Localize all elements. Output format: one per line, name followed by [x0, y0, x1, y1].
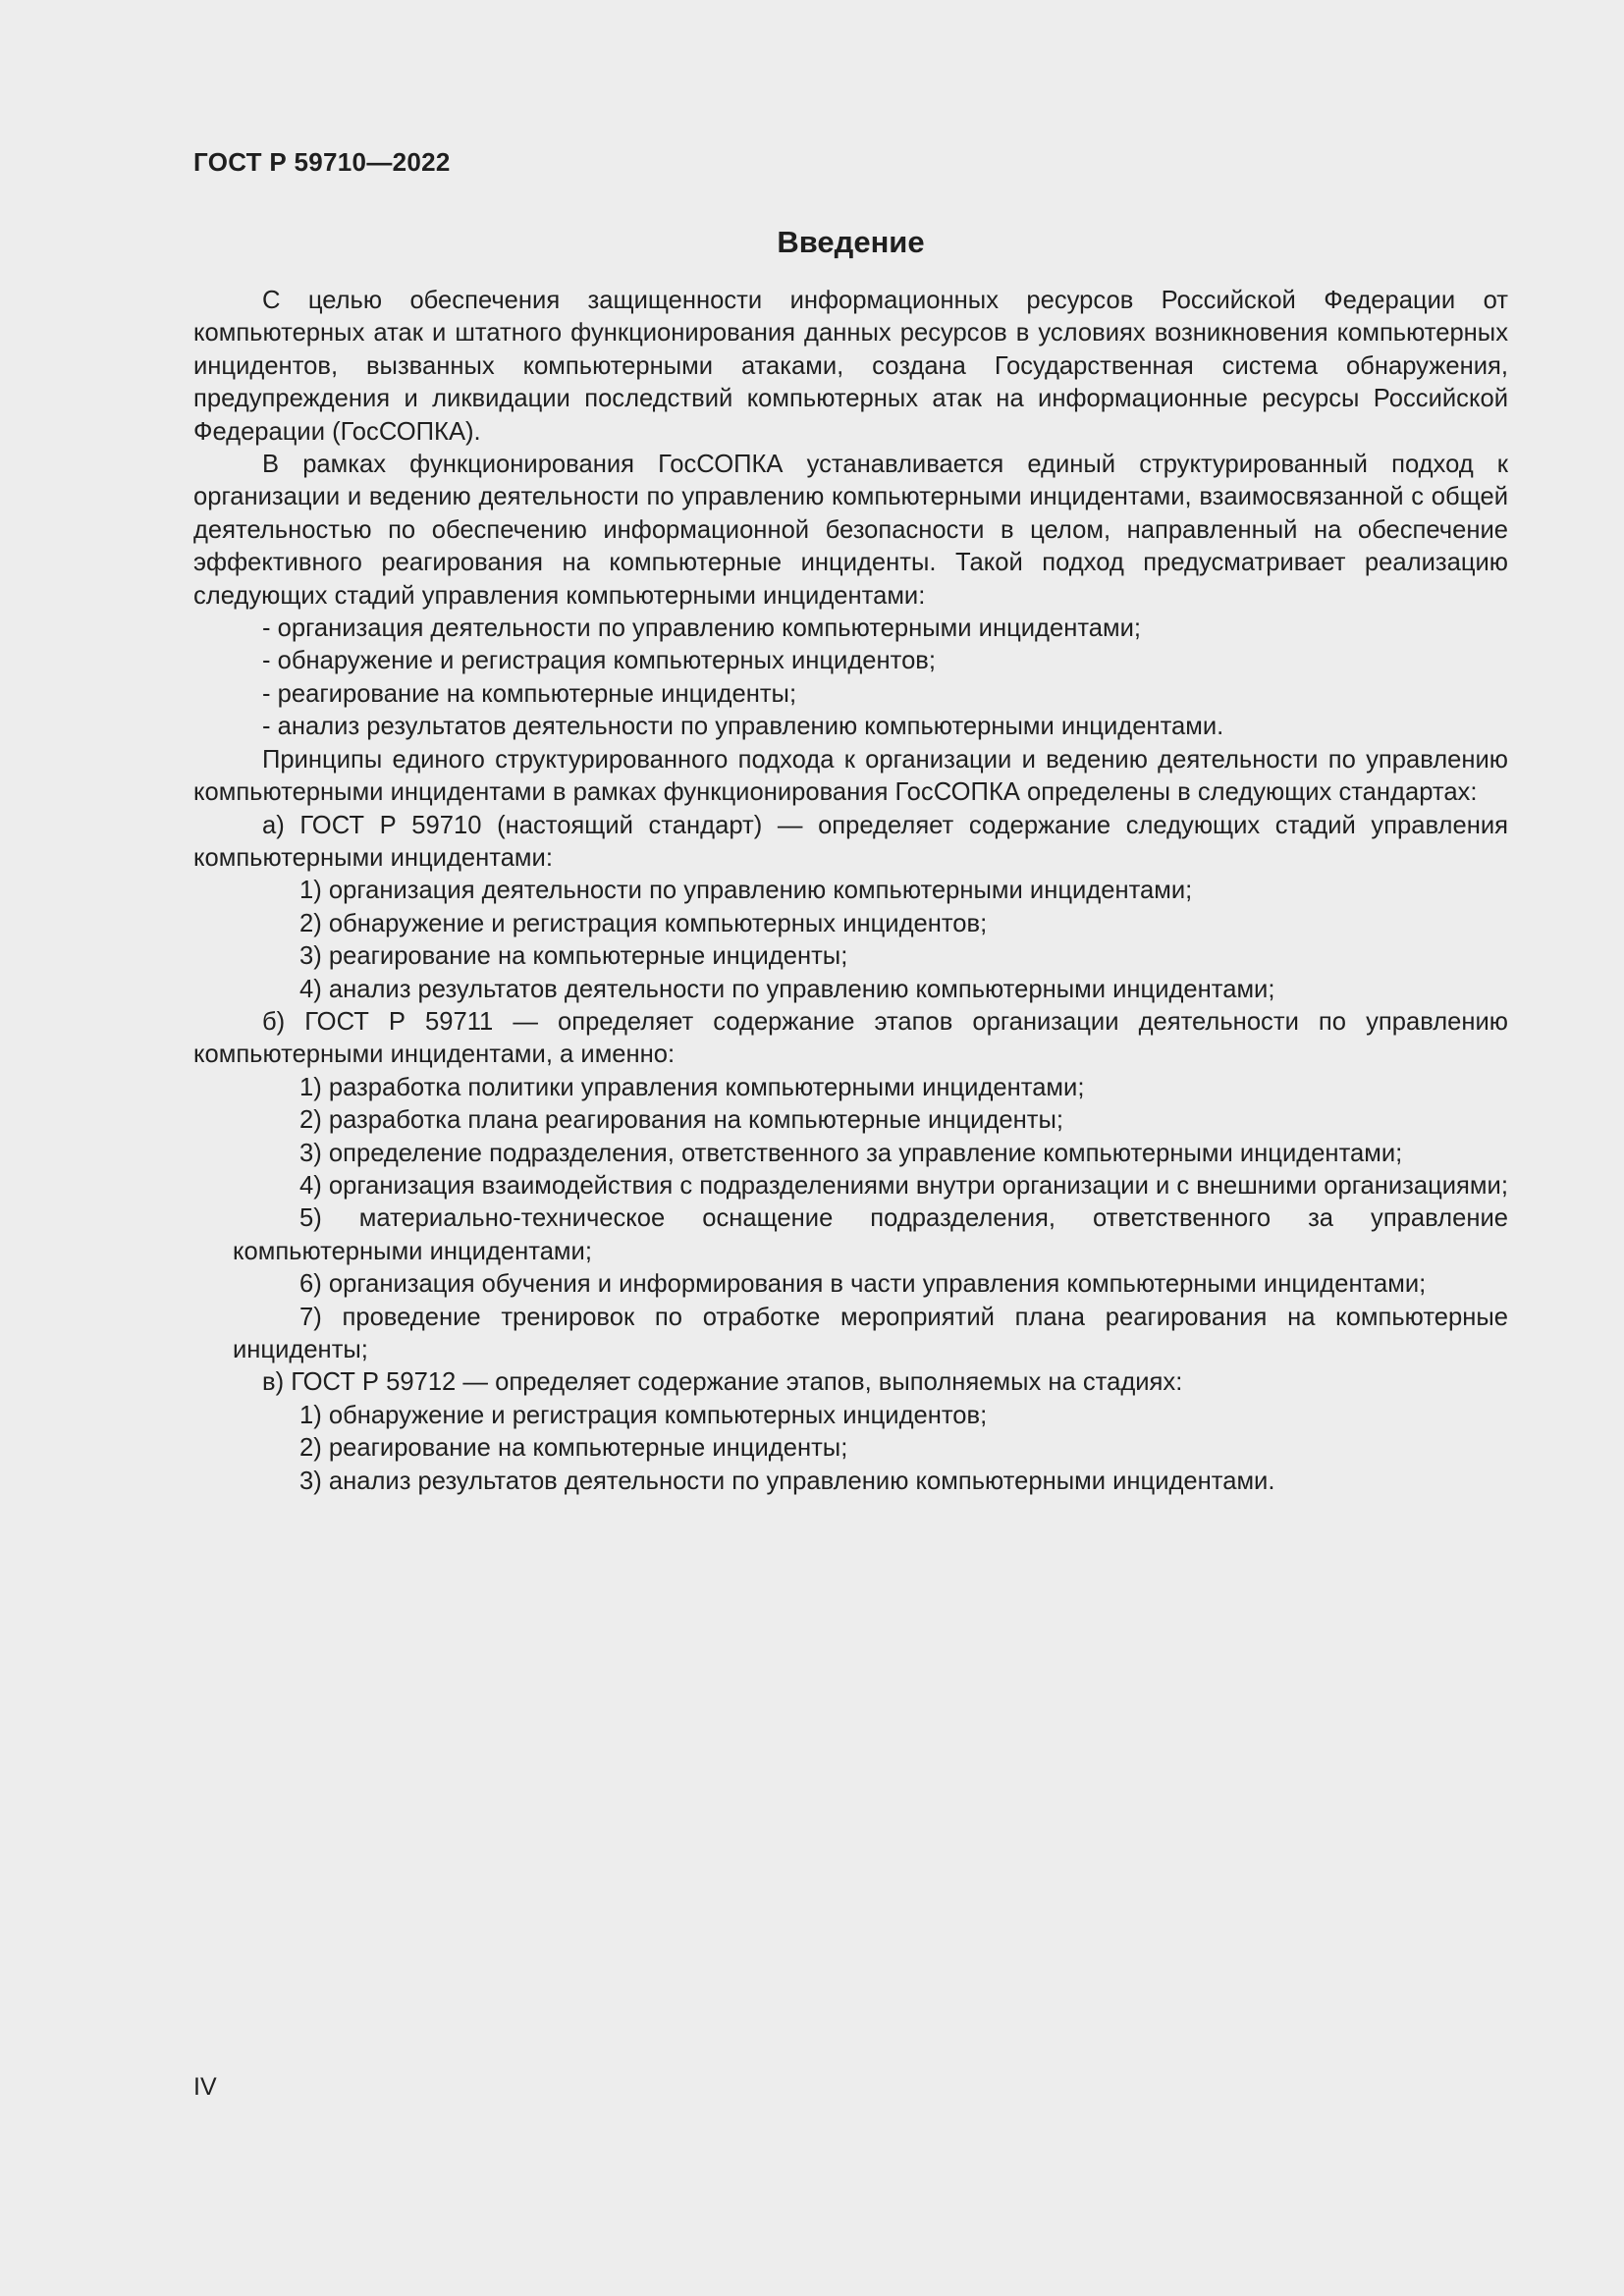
- paragraph: С целью обеспечения защищенности информационных ресурсов Российской Федерации от компьютерных атак и штатного функционирования данных ресурсов в условиях возникновения компьютерных инцидентов, вызванных компьютерными атаками, создана Государственная система обнаружения, предупреждения и ликвидации последствий компьютерных атак на информационные ресурсы Российской Федерации (ГосСОПКА).: [193, 287, 1508, 446]
- list-item: а) ГОСТ Р 59710 (настоящий стандарт) — определяет содержание следующих стадий управления компьютерными инцидентами:: [193, 811, 1508, 872]
- list-item: 6) организация обучения и информирования в части управления компьютерными инцидентами;: [299, 1270, 1427, 1299]
- list-item: 1) разработка политики управления компьютерными инцидентами;: [299, 1073, 1085, 1101]
- list-item: 3) определение подразделения, ответственного за управление компьютерными инцидентами;: [299, 1139, 1403, 1167]
- list-item: - реагирование на компьютерные инциденты;: [262, 679, 797, 708]
- list-item: 3) анализ результатов деятельности по управлению компьютерными инцидентами.: [299, 1467, 1275, 1495]
- list-item: - организация деятельности по управлению компьютерными инцидентами;: [262, 614, 1142, 643]
- list-item: в) ГОСТ Р 59712 — определяет содержание этапов, выполняемых на стадиях:: [262, 1368, 1183, 1397]
- list-item: б) ГОСТ Р 59711 — определяет содержание этапов организации деятельности по управлению компьютерными инцидентами, а именно:: [193, 1007, 1508, 1069]
- list-item: 3) реагирование на компьютерные инциденты;: [299, 942, 848, 971]
- document-header: ГОСТ Р 59710—2022: [193, 147, 451, 177]
- list-item: 4) организация взаимодействия с подразделениями внутри организации и с внешними организациями;: [299, 1171, 1508, 1200]
- list-item: 1) организация деятельности по управлению компьютерными инцидентами;: [299, 877, 1193, 905]
- paragraph: Принципы единого структурированного подхода к организации и ведению деятельности по управлению компьютерными инцидентами в рамках функционирования ГосСОПКА определены в следующих стандартах:: [193, 745, 1508, 807]
- document-body: [193, 285, 1508, 1498]
- list-item: - анализ результатов деятельности по управлению компьютерными инцидентами.: [262, 713, 1224, 741]
- list-item: 2) обнаружение и регистрация компьютерных инцидентов;: [299, 909, 988, 937]
- list-item: 4) анализ результатов деятельности по управлению компьютерными инцидентами;: [299, 975, 1275, 1003]
- list-item: 2) разработка плана реагирования на компьютерные инциденты;: [299, 1106, 1063, 1135]
- list-item: 1) обнаружение и регистрация компьютерных инцидентов;: [299, 1401, 988, 1429]
- page-title: Введение: [777, 225, 925, 259]
- list-item: - обнаружение и регистрация компьютерных инцидентов;: [262, 647, 937, 675]
- list-item: 7) проведение тренировок по отработке мероприятий плана реагирования на компьютерные инциденты;: [233, 1303, 1508, 1363]
- list-item: 5) материально-техническое оснащение подразделения, ответственного за управление компьютерными инцидентами;: [233, 1204, 1508, 1265]
- paragraph: В рамках функционирования ГосСОПКА устанавливается единый структурированный подход к организации и ведению деятельности по управлению компьютерными инцидентами, взаимосвязанной с общей деятельностью по обеспечению информационной безопасности в целом, направленный на обеспечение эффективного реагирования на компьютерные инциденты. Такой подход предусматривает реализацию следующих стадий управления компьютерными инцидентами:: [193, 451, 1508, 610]
- list-item: 2) реагирование на компьютерные инциденты;: [299, 1434, 848, 1463]
- page-number: IV: [193, 2073, 217, 2101]
